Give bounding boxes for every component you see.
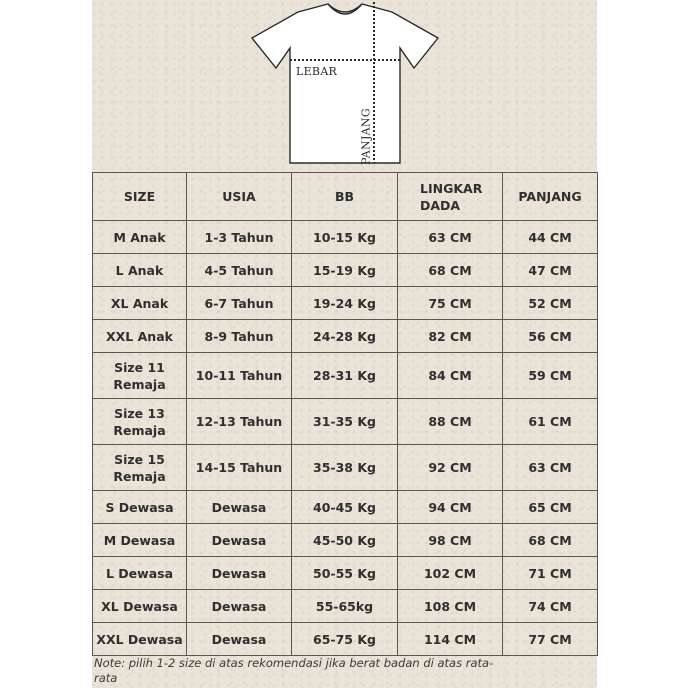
table-row <box>93 254 598 287</box>
cell-size: XXL Anak <box>93 320 187 353</box>
cell-size: XXL Dewasa <box>93 623 187 656</box>
cell-panjang: 61 CM <box>503 399 598 445</box>
cell-panjang: 63 CM <box>503 445 598 491</box>
cell-usia: Dewasa <box>187 590 292 623</box>
cell-panjang: 47 CM <box>503 254 598 287</box>
cell-panjang: 44 CM <box>503 221 598 254</box>
tshirt-diagram <box>250 0 440 168</box>
cell-panjang: 56 CM <box>503 320 598 353</box>
cell-panjang: 68 CM <box>503 524 598 557</box>
cell-size: L Anak <box>93 254 187 287</box>
cell-usia: 10-11 Tahun <box>187 353 292 399</box>
cell-lingkar-dada: 114 CM <box>398 623 503 656</box>
cell-bb: 65-75 Kg <box>292 623 398 656</box>
cell-bb: 19-24 Kg <box>292 287 398 320</box>
cell-bb: 28-31 Kg <box>292 353 398 399</box>
cell-size: S Dewasa <box>93 491 187 524</box>
table-row <box>93 221 598 254</box>
table-row <box>93 557 598 590</box>
cell-panjang: 65 CM <box>503 491 598 524</box>
cell-usia: Dewasa <box>187 623 292 656</box>
footnote: Note: pilih 1-2 size di atas rekomendasi jika berat badan di atas rata-rata <box>94 656 494 685</box>
header-lingkar-dada: LINGKAR DADA <box>398 173 503 221</box>
cell-lingkar-dada: 94 CM <box>398 491 503 524</box>
cell-panjang: 59 CM <box>503 353 598 399</box>
table-row <box>93 445 598 491</box>
table-row <box>93 623 598 656</box>
cell-panjang: 71 CM <box>503 557 598 590</box>
table-row <box>93 353 598 399</box>
cell-bb: 10-15 Kg <box>292 221 398 254</box>
cell-lingkar-dada: 92 CM <box>398 445 503 491</box>
cell-lingkar-dada: 88 CM <box>398 399 503 445</box>
cell-panjang: 74 CM <box>503 590 598 623</box>
size-chart-table <box>92 172 598 656</box>
cell-lingkar-dada: 102 CM <box>398 557 503 590</box>
cell-size: L Dewasa <box>93 557 187 590</box>
table-row <box>93 491 598 524</box>
header-size: SIZE <box>93 173 187 221</box>
cell-bb: 24-28 Kg <box>292 320 398 353</box>
cell-panjang: 52 CM <box>503 287 598 320</box>
cell-usia: 4-5 Tahun <box>187 254 292 287</box>
cell-bb: 40-45 Kg <box>292 491 398 524</box>
header-usia: USIA <box>187 173 292 221</box>
cell-lingkar-dada: 108 CM <box>398 590 503 623</box>
cell-bb: 45-50 Kg <box>292 524 398 557</box>
cell-size: Size 15 Remaja <box>93 445 187 491</box>
cell-lingkar-dada: 98 CM <box>398 524 503 557</box>
tshirt-outline <box>252 4 438 163</box>
cell-lingkar-dada: 75 CM <box>398 287 503 320</box>
cell-lingkar-dada: 82 CM <box>398 320 503 353</box>
cell-usia: 8-9 Tahun <box>187 320 292 353</box>
width-label: LEBAR <box>296 65 338 78</box>
cell-size: XL Dewasa <box>93 590 187 623</box>
cell-usia: 6-7 Tahun <box>187 287 292 320</box>
table-row <box>93 320 598 353</box>
header-bb: BB <box>292 173 398 221</box>
cell-size: Size 11 Remaja <box>93 353 187 399</box>
cell-bb: 35-38 Kg <box>292 445 398 491</box>
cell-bb: 55-65kg <box>292 590 398 623</box>
cell-usia: 1-3 Tahun <box>187 221 292 254</box>
cell-lingkar-dada: 84 CM <box>398 353 503 399</box>
cell-bb: 50-55 Kg <box>292 557 398 590</box>
table-header-row <box>93 173 598 221</box>
cell-bb: 15-19 Kg <box>292 254 398 287</box>
cell-lingkar-dada: 63 CM <box>398 221 503 254</box>
length-label: PANJANG <box>359 108 373 165</box>
cell-usia: 14-15 Tahun <box>187 445 292 491</box>
table-row <box>93 399 598 445</box>
cell-size: M Dewasa <box>93 524 187 557</box>
cell-bb: 31-35 Kg <box>292 399 398 445</box>
cell-usia: 12-13 Tahun <box>187 399 292 445</box>
header-panjang: PANJANG <box>503 173 598 221</box>
table-row <box>93 590 598 623</box>
cell-size: XL Anak <box>93 287 187 320</box>
cell-usia: Dewasa <box>187 524 292 557</box>
cell-usia: Dewasa <box>187 491 292 524</box>
cell-usia: Dewasa <box>187 557 292 590</box>
table-row <box>93 287 598 320</box>
cell-panjang: 77 CM <box>503 623 598 656</box>
cell-size: M Anak <box>93 221 187 254</box>
cell-lingkar-dada: 68 CM <box>398 254 503 287</box>
table-row <box>93 524 598 557</box>
cell-size: Size 13 Remaja <box>93 399 187 445</box>
